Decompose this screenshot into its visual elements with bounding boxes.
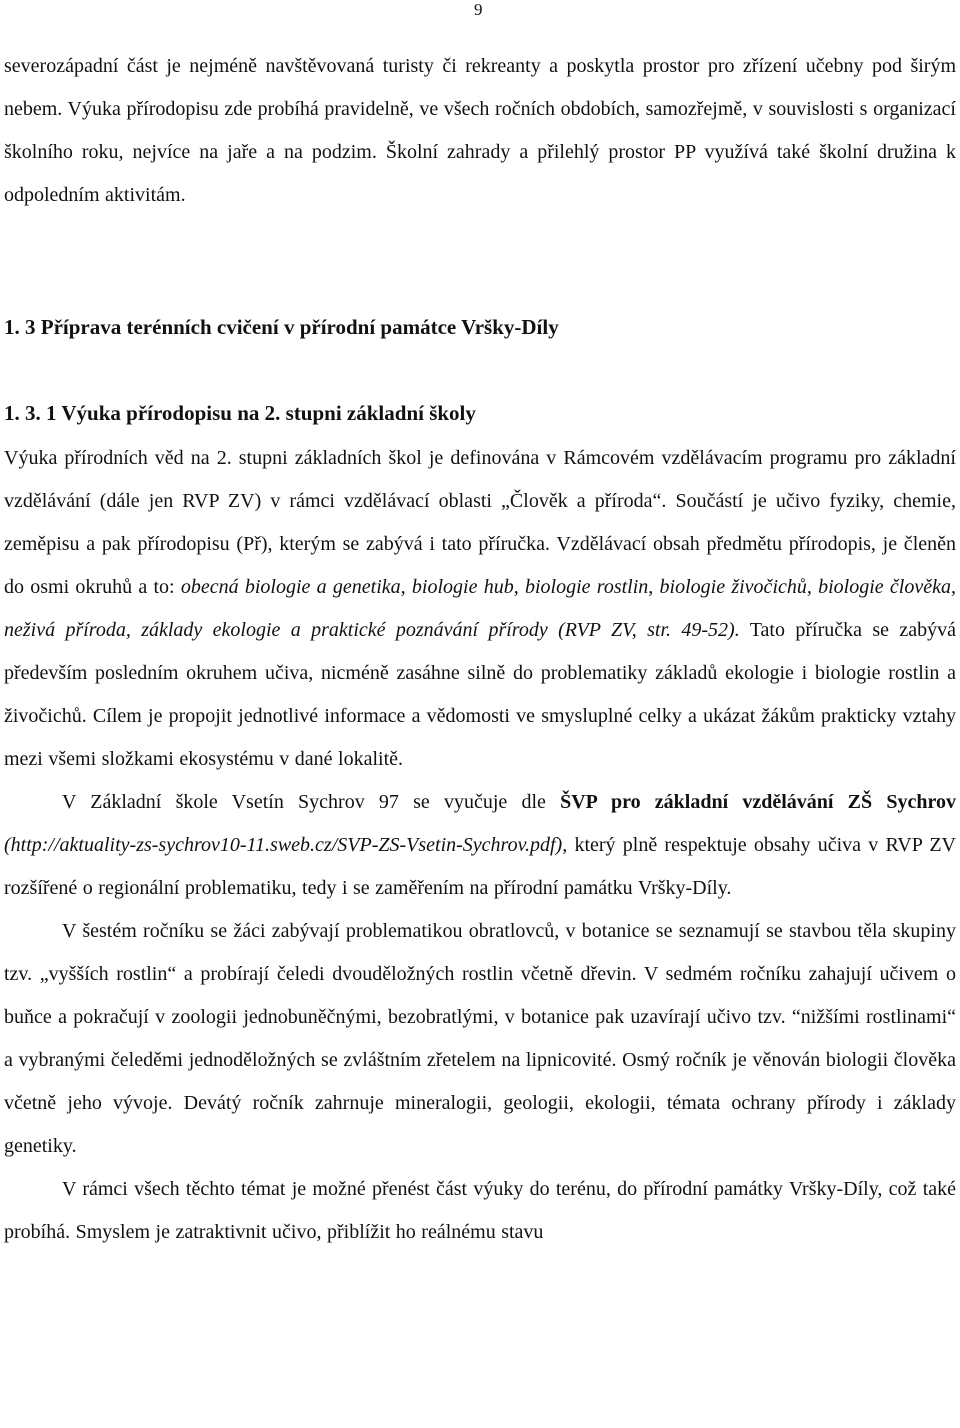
paragraph-rvp-text-end: Tato příručka se zabývá především posledním okruhem učiva, nicméně zasáhne silně do problematiky základů ekologie i biologie rostlin a živočichů. Cílem je propojit jednotlivé informace a vědomosti ve smysluplné celky a ukázat žákům prakticky vztahy mezi všemi složkami ekosystému v dané lokalitě. xyxy=(4,619,956,770)
body-text xyxy=(4,437,956,1254)
paragraph-rvp-text: Výuka přírodních věd na 2. stupni základních škol je definována v Rámcovém vzdělávacím programu pro základní vzdělávání (dále jen RVP ZV) v rámci vzdělávací oblasti „Člověk a příroda“. Součástí je učivo fyziky, chemie, zeměpisu a pak přírodopisu (Př), kterým se zabývá i tato příručka. Vzdělávací obsah předmětu přírodopis, je členěn do osmi okruhů a to: xyxy=(4,447,956,598)
section-heading: 1. 3 Příprava terénních cvičení v přírodní památce Vršky-Díly xyxy=(4,315,559,339)
paragraph-grades: V šestém ročníku se žáci zabývají problematikou obratlovců, v botanice se seznamují se stavbou těla skupiny tzv. „vyšších rostlin“ a probírají čeledi dvouděložných rostlin včetně dřevin. V sedmém ročníku zahajují učivem o buňce a pokračují v zoologii jednobuněčnými, bezobratlými, v botanice pak uzavírají učivo tzv. “nižšími rostlinami“ a vybranými čeleděmi jednoděložných se zvláštním zřetelem na lipnicovité. Osmý ročník je věnován biologii člověka včetně jeho vývoje. Devátý ročník zahrnuje mineralogii, geologii, ekologii, témata ochrany přírody i základy genetiky. xyxy=(4,920,956,1157)
intro-paragraph: severozápadní část je nejméně navštěvovaná turisty či rekreanty a poskytla prostor pro zřízení učebny pod širým nebem. Výuka přírodopisu zde probíhá pravidelně, ve všech ročních obdobích, samozřejmě, v souvislosti s organizací školního roku, nejvíce na jaře a na podzim. Školní zahrady a přilehlý prostor PP využívá také školní družina k odpoledním aktivitám. xyxy=(4,55,956,206)
paragraph-field: V rámci všech těchto témat je možné přenést část výuky do terénu, do přírodní památky Vršky-Díly, což také probíhá. Smyslem je zatraktivnit učivo, přiblížit ho reálnému stavu xyxy=(4,1178,956,1243)
paragraph-svp xyxy=(4,781,956,910)
paragraph-rvp xyxy=(4,437,956,781)
paragraph-svp-text-end: který plně respektuje obsahy učiva v RVP ZV rozšířené o regionální problematiku, tedy i se zaměřením na přírodní památku Vršky-Díly. xyxy=(4,834,956,899)
paragraph-svp-link: (http://aktuality-zs-sychrov10-11.sweb.cz/SVP-ZS-Vsetin-Sychrov.pdf), xyxy=(4,834,568,856)
page-number: 9 xyxy=(474,0,483,19)
paragraph-svp-text: V Základní škole Vsetín Sychrov 97 se vyučuje dle xyxy=(62,791,561,813)
paragraph-svp-bold: ŠVP pro základní vzdělávání ZŠ Sychrov xyxy=(560,791,956,813)
subsection-heading: 1. 3. 1 Výuka přírodopisu na 2. stupni základní školy xyxy=(4,401,476,425)
paragraph-rvp-italic: obecná biologie a genetika, biologie hub, biologie rostlin, biologie živočichů, biologie člověka, neživá příroda, základy ekologie a praktické poznávání přírody (RVP ZV, str. 49-52). xyxy=(4,576,956,641)
